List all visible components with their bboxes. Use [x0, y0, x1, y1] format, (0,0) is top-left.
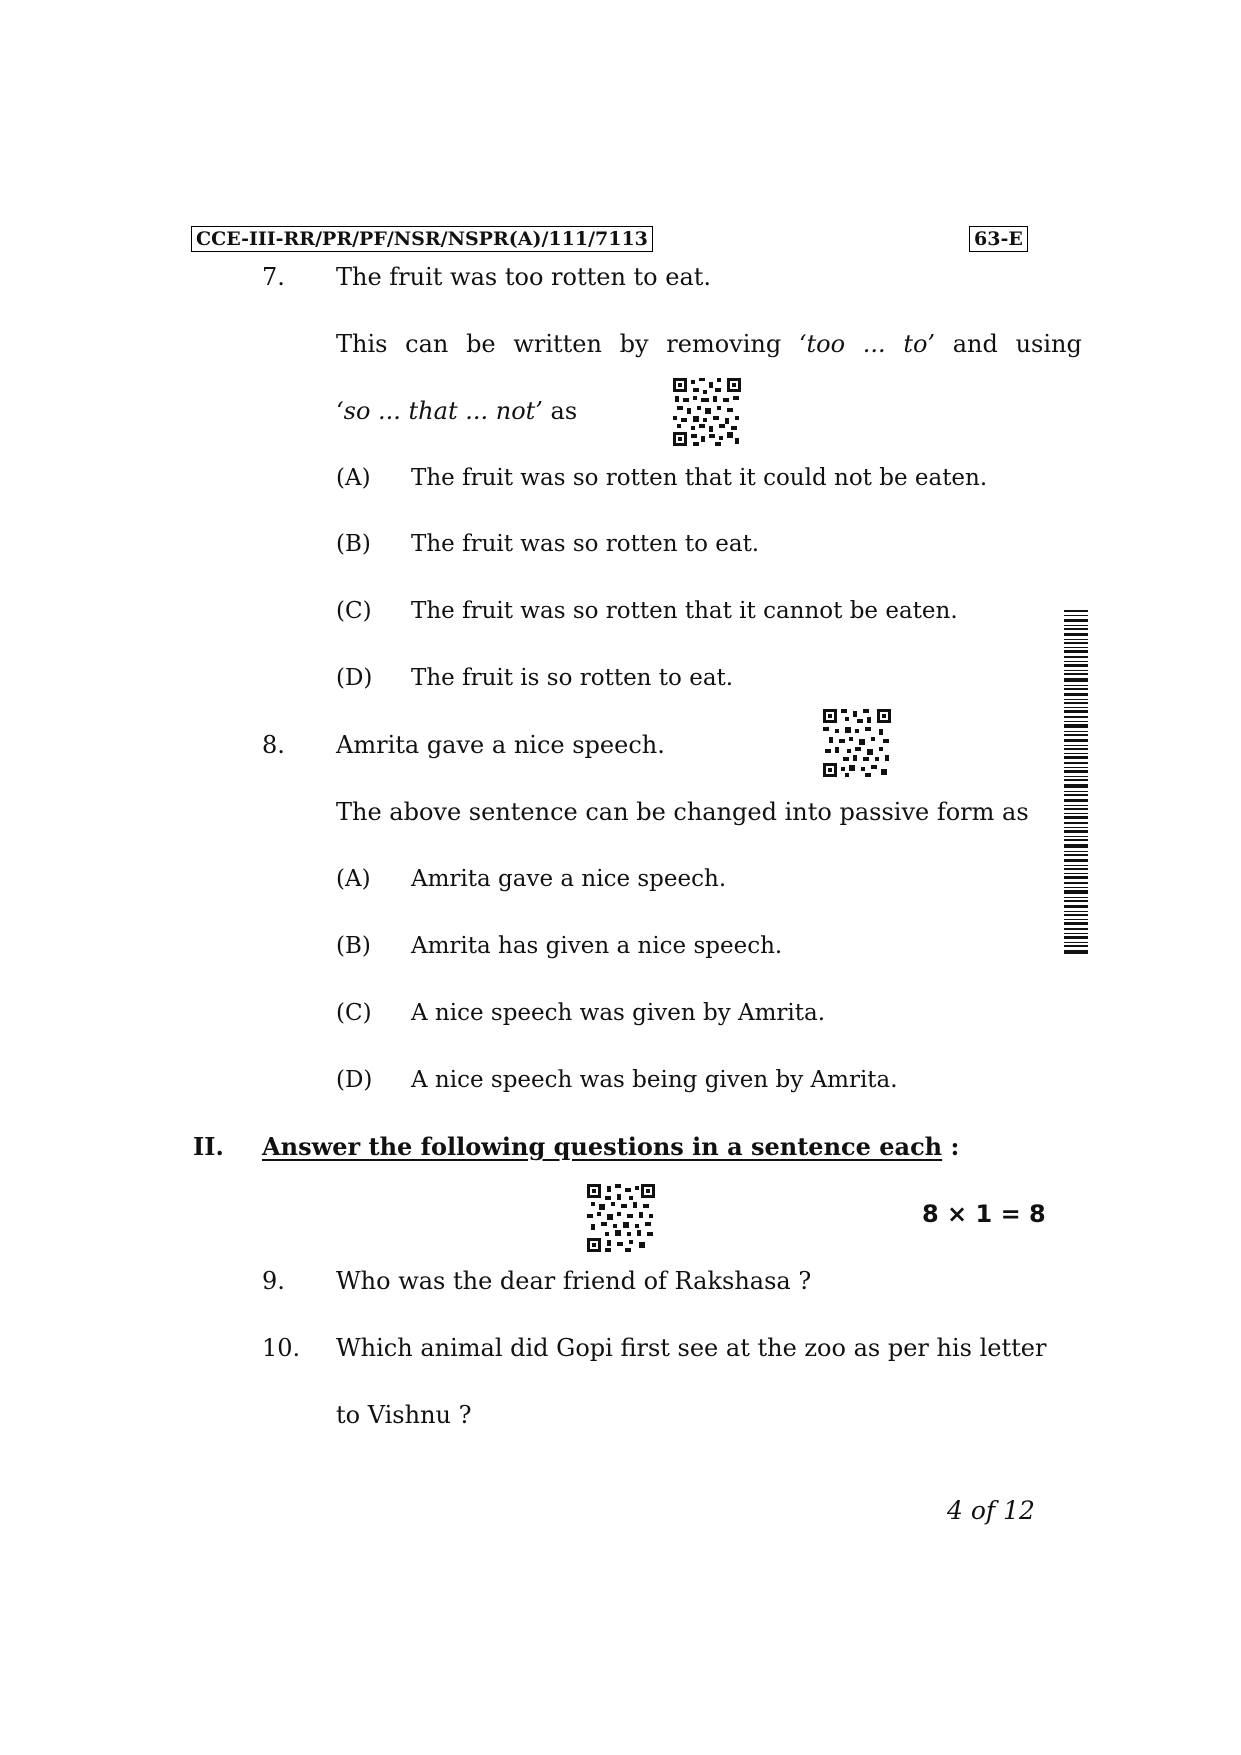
- exam-code: CCE-III-RR/PR/PF/NSR/NSPR(A)/111/7113: [191, 226, 653, 252]
- paper-code: 63-E: [969, 226, 1028, 252]
- word: This: [336, 330, 388, 358]
- question-10-line1: Which animal did Gopi first see at the zoo as per his letter: [336, 1334, 1047, 1362]
- question-7-instruction-line1: [336, 329, 1082, 359]
- section-heading-text: Answer the following questions in a sentence each: [262, 1132, 943, 1161]
- question-8-sentence: Amrita gave a nice speech.: [336, 731, 665, 759]
- option-letter: (B): [336, 531, 371, 557]
- question-number-7: 7.: [262, 263, 285, 291]
- as-word: as: [542, 397, 578, 425]
- option-letter: (D): [336, 1067, 373, 1093]
- option-letter: (C): [336, 598, 372, 624]
- question-number-8: 8.: [262, 731, 285, 759]
- word: written: [513, 330, 602, 358]
- word: and: [952, 330, 998, 358]
- option-letter: (D): [336, 665, 373, 691]
- question-7-sentence: The fruit was too rotten to eat.: [336, 263, 712, 291]
- option-text: A nice speech was being given by Amrita.: [411, 1067, 898, 1093]
- option-text: The fruit is so rotten to eat.: [411, 665, 734, 691]
- word: ...: [862, 330, 886, 358]
- option-text: Amrita gave a nice speech.: [411, 866, 727, 892]
- qr-code-icon: [587, 1184, 655, 1252]
- question-number-10: 10.: [262, 1334, 301, 1362]
- page-number: 4 of 12: [947, 1496, 1035, 1525]
- word: to’: [903, 330, 936, 358]
- section-heading-colon: :: [950, 1132, 960, 1161]
- option-letter: (A): [336, 465, 371, 491]
- question-8-instruction: The above sentence can be changed into passive form as: [336, 798, 1029, 826]
- option-text: A nice speech was given by Amrita.: [411, 1000, 826, 1026]
- qr-code-icon: [673, 378, 741, 446]
- word: be: [466, 330, 496, 358]
- section-number: II.: [193, 1132, 224, 1161]
- option-text: The fruit was so rotten that it cannot be eaten.: [411, 598, 958, 624]
- question-10-line2: to Vishnu ?: [336, 1401, 472, 1429]
- option-letter: (B): [336, 933, 371, 959]
- question-number-9: 9.: [262, 1267, 285, 1295]
- option-text: The fruit was so rotten that it could not be eaten.: [411, 465, 988, 491]
- qr-code-icon: [823, 709, 891, 777]
- word: by: [619, 330, 649, 358]
- word: can: [405, 330, 449, 358]
- option-letter: (A): [336, 866, 371, 892]
- barcode-icon: [1064, 610, 1088, 956]
- word: ‘too: [798, 330, 846, 358]
- option-text: The fruit was so rotten to eat.: [411, 531, 760, 557]
- so-that-not-phrase: ‘so ... that ... not’: [336, 397, 543, 425]
- word: removing: [666, 330, 782, 358]
- option-letter: (C): [336, 1000, 372, 1026]
- option-text: Amrita has given a nice speech.: [411, 933, 783, 959]
- question-9-text: Who was the dear friend of Rakshasa ?: [336, 1267, 812, 1295]
- marks-allocation: 8 × 1 = 8: [922, 1200, 1046, 1228]
- word: using: [1015, 330, 1082, 358]
- section-heading: [262, 1132, 959, 1162]
- question-7-instruction-line2: [336, 396, 577, 426]
